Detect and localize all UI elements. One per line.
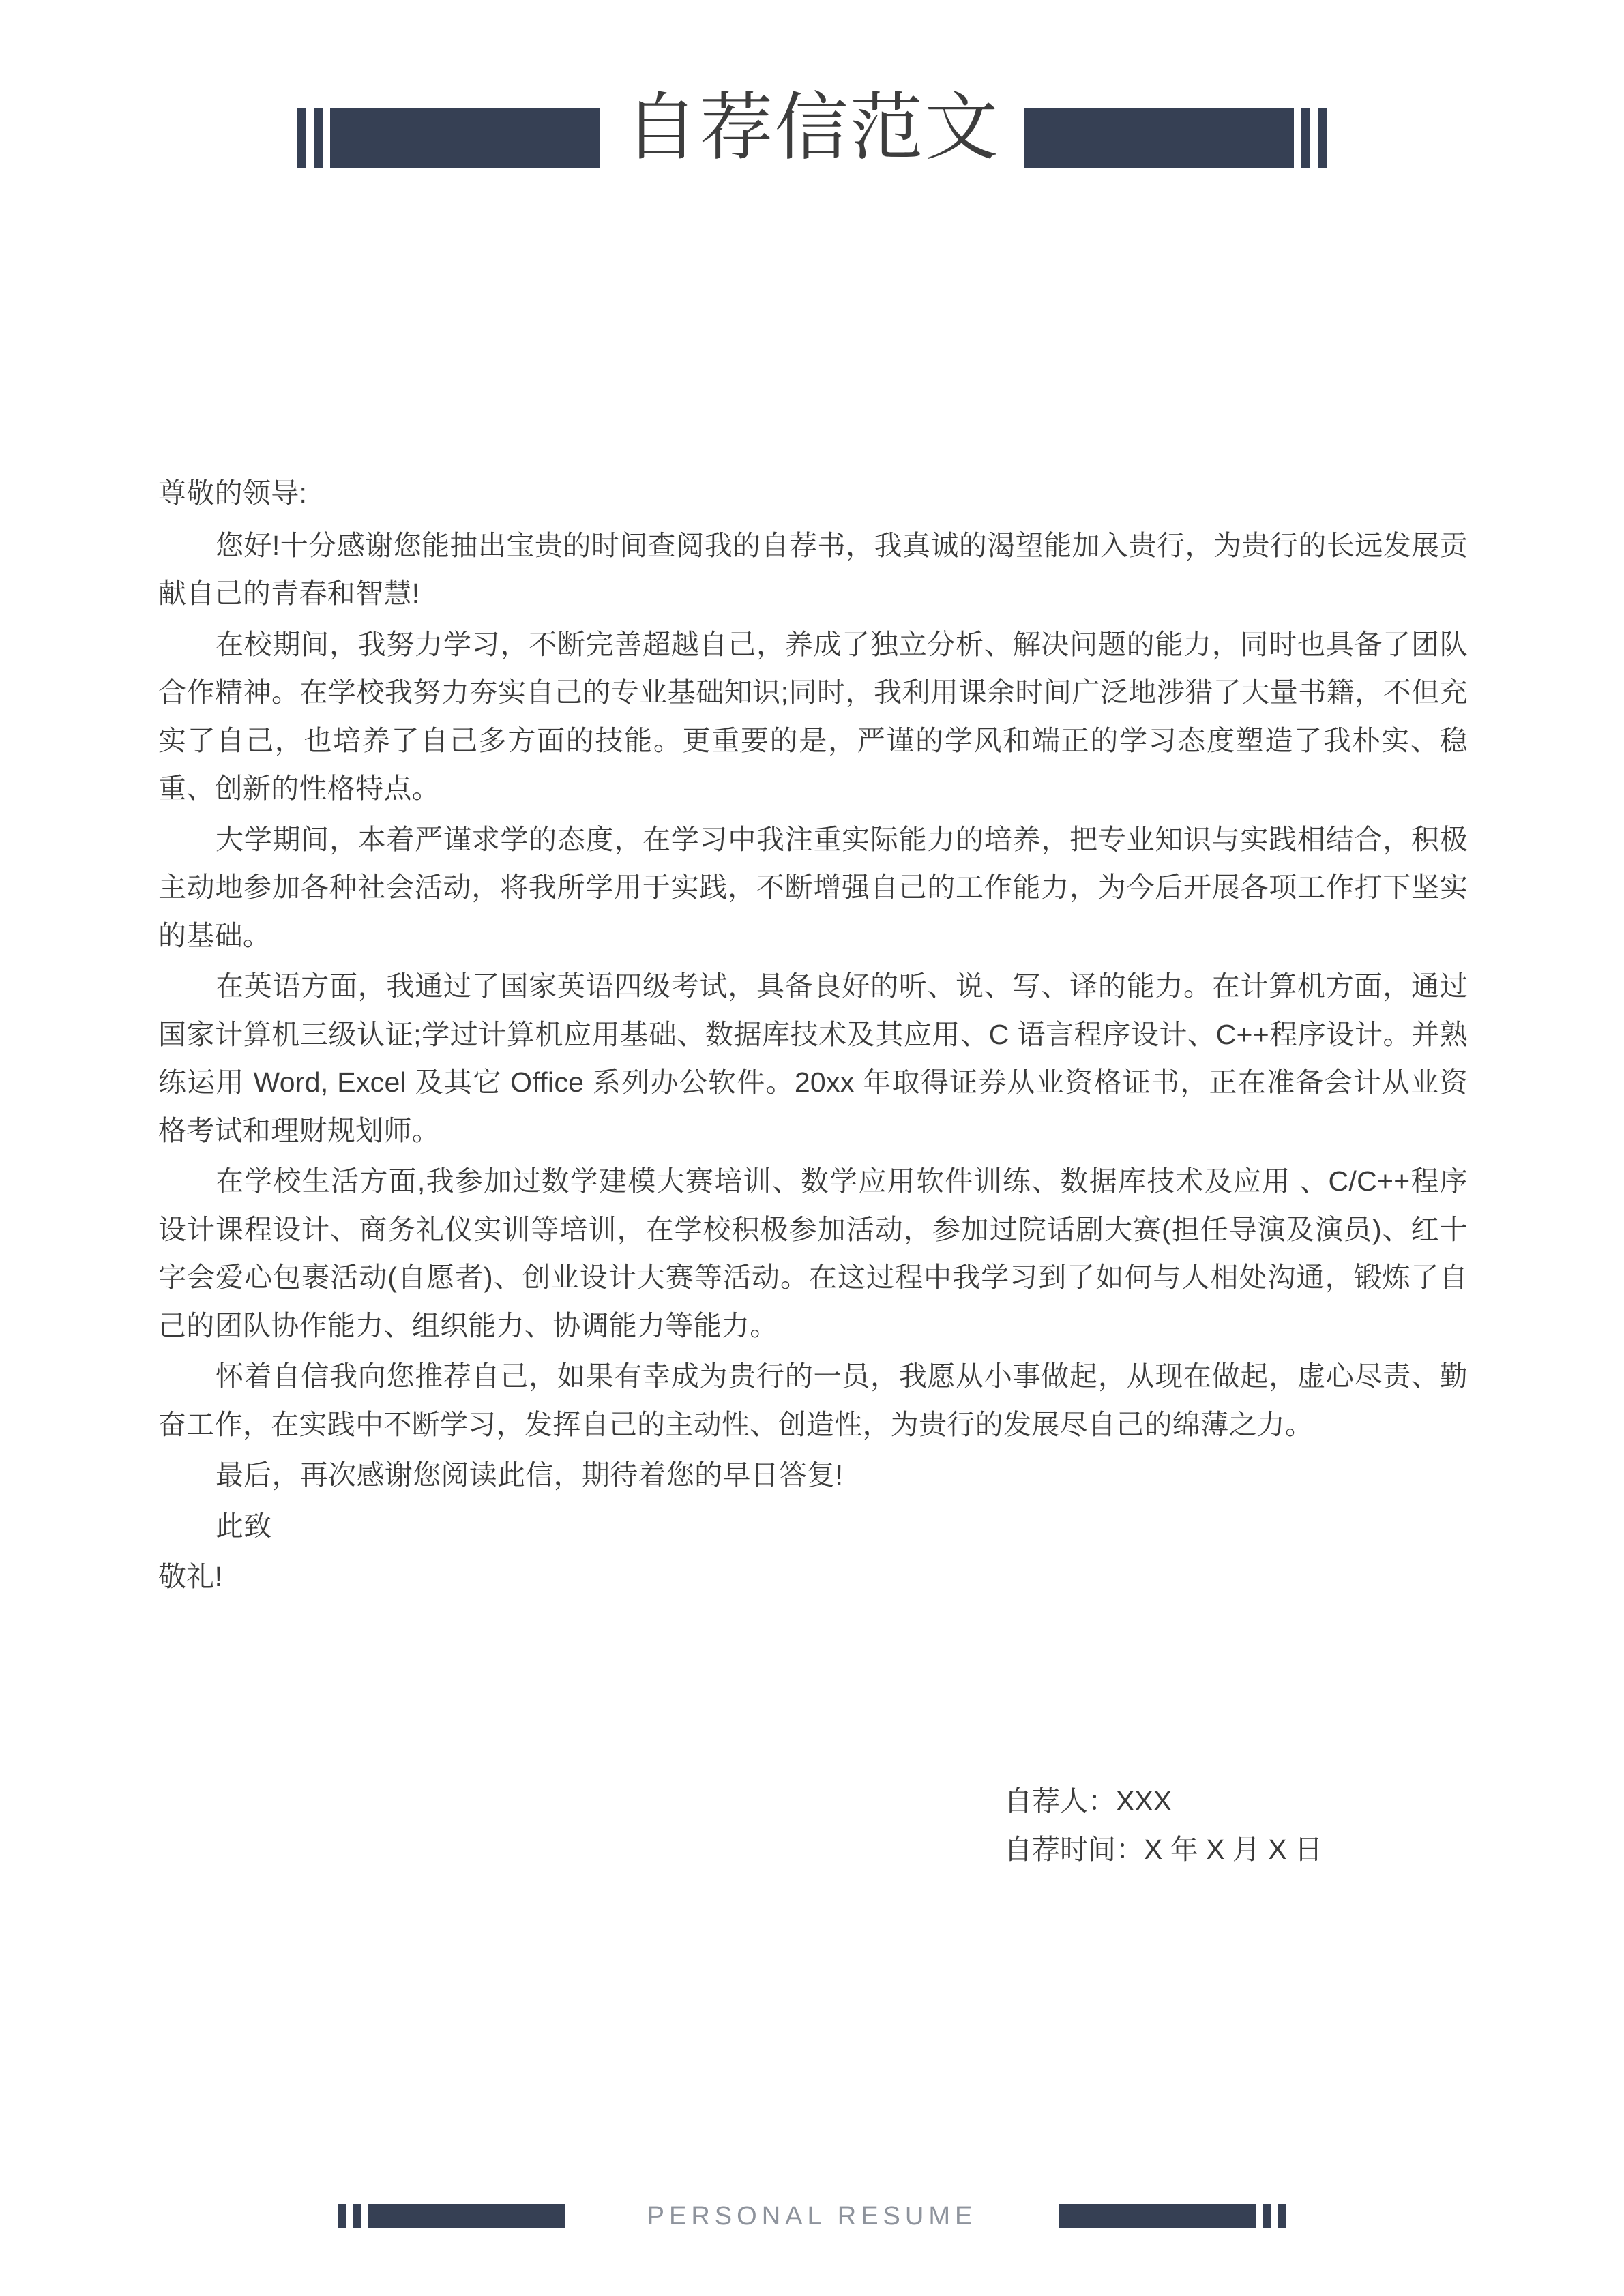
decoration-bar-thin-icon	[353, 2204, 361, 2228]
footer-decoration-right	[1059, 2204, 1286, 2228]
footer-decoration-left	[338, 2204, 565, 2228]
letter-paragraph: 在英语方面，我通过了国家英语四级考试，具备良好的听、说、写、译的能力。在计算机方面，通过国家计算机三级认证;学过计算机应用基础、数据库技术及其应用、C 语言程序设计、C++程序设计。并熟练运用 Word, Excel 及其它 Office 系列办公软件。20xx 年取得证券从业资格证书，正在准备会计从业资格考试和理财规划师。	[158, 970, 1468, 1146]
decoration-bar-thin-icon	[314, 108, 323, 168]
decoration-bar-thick-icon	[330, 108, 600, 168]
letter-paragraph: 在校期间，我努力学习，不断完善超越自己，养成了独立分析、解决问题的能力，同时也具备了团队合作精神。在学校我努力夯实自己的专业基础知识;同时，我利用课余时间广泛地涉猎了大量书籍，不但充实了自己，也培养了自己多方面的技能。更重要的是，严谨的学风和端正的学习态度塑造了我朴实、稳重、创新的性格特点。	[158, 628, 1468, 805]
signature-date: 自荐时间：X 年 X 月 X 日	[1004, 1833, 1323, 1865]
decoration-bar-thick-icon	[368, 2204, 565, 2228]
letter-paragraph: 怀着自信我向您推荐自己，如果有幸成为贵行的一员，我愿从小事做起，从现在做起，虚心尽责、勤奋工作，在实践中不断学习，发挥自己的主动性、创造性，为贵行的发展尽自己的绵薄之力。	[158, 1360, 1468, 1440]
decoration-bar-thin-icon	[338, 2204, 346, 2228]
letter-closing-flush: 敬礼!	[158, 1561, 223, 1593]
decoration-bar-thin-icon	[1278, 2204, 1286, 2228]
letter-paragraph: 最后，再次感谢您阅读此信，期待着您的早日答复!	[216, 1459, 844, 1491]
decoration-bar-thick-icon	[1059, 2204, 1256, 2228]
decoration-bar-thick-icon	[1024, 108, 1294, 168]
document-header	[0, 86, 1624, 176]
letter-salutation: 尊敬的领导:	[158, 477, 308, 509]
decoration-bar-thin-icon	[1318, 108, 1327, 168]
signature-name: 自荐人：XXX	[1004, 1785, 1172, 1817]
decoration-bar-thin-icon	[1301, 108, 1310, 168]
letter-paragraph: 在学校生活方面,我参加过数学建模大赛培训、数学应用软件训练、数据库技术及应用 、C/C++程序设计课程设计、商务礼仪实训等培训，在学校积极参加活动，参加过院话剧大赛(担任导演及演员)、红十字会爱心包裹活动(自愿者)、创业设计大赛等活动。在这过程中我学习到了如何与人相处沟通，锻炼了自己的团队协作能力、组织能力、协调能力等能力。	[158, 1165, 1468, 1341]
letter-paragraph: 您好!十分感谢您能抽出宝贵的时间查阅我的自荐书，我真诚的渴望能加入贵行，为贵行的长远发展贡献自己的青春和智慧!	[158, 529, 1468, 610]
decoration-bar-thin-icon	[297, 108, 306, 168]
letter-closing-indent: 此致	[216, 1510, 272, 1542]
page-title: 自荐信范文	[624, 86, 1000, 168]
footer-label: PERSONAL RESUME	[647, 2201, 977, 2231]
signature-block	[1004, 1777, 1481, 1873]
document-footer	[0, 2199, 1624, 2233]
letter-paragraph: 大学期间，本着严谨求学的态度，在学习中我注重实际能力的培养，把专业知识与实践相结合，积极主动地参加各种社会活动，将我所学用于实践，不断增强自己的工作能力，为今后开展各项工作打下坚实的基础。	[158, 823, 1468, 951]
header-decoration-left	[297, 108, 600, 168]
decoration-bar-thin-icon	[1263, 2204, 1271, 2228]
letter-body	[158, 469, 1468, 1604]
header-decoration-right	[1024, 108, 1327, 168]
